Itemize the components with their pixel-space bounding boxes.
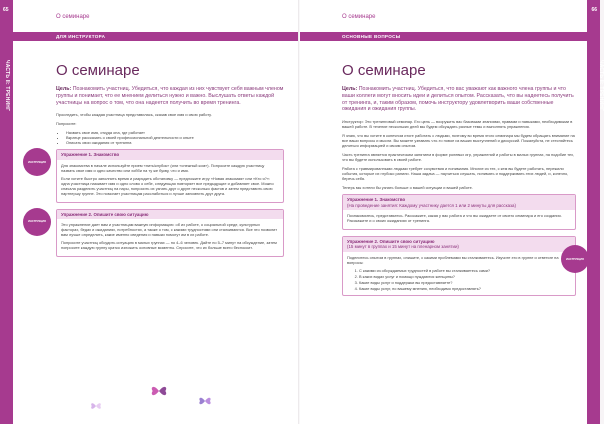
butterfly-icon [198,394,212,408]
paragraph: Я знаю, что вы хотите в конечном итоге работать с людьми, поэтому во время этого семинара мы будем обращать внимание на все ваши вопросы и мысли. Вы можете узнавать что-то новое из ваших выступлений и дискуссий. Пожалуйста, не стесняйтесь делиться информацией и своим опытом. [342,133,575,149]
side-label: ЧАСТЬ II: ТРЕНИНГ [598,60,604,112]
paragraph: Поделитесь опытом в группах, опишите, с какими проблемами вы сталкиваетесь. Изучите это в группе и ответьте на вопросы: [347,254,559,265]
exercise-title: Упражнение 1. Знакомство [57,150,283,159]
paragraph: Для знакомства в начале используйте прием «нить/клубок» (или «снежный ком»). Попросите каждую участницу назвать свое имя и одно качество или хобби на ту же букву, что и имя. [61,162,265,173]
section-band: ДЛЯ ИНСТРУКТОРА [13,32,300,41]
list-intro: Попросите: [56,121,77,127]
goal-label: Цель: [56,86,72,92]
running-head: О семинаре [342,14,376,20]
paragraph: Работа с травмированными людьми требует сочувствия и понимания. Многие из тех, с кем вы будете работать, пережили события, которые их глубоко ранили. Наша задача — научиться слушать, понимать и поддерживать этих людей, и, конечно, беречь себя. [342,166,569,182]
page-number: 66 [591,7,597,13]
page-title: О семинаре [56,62,140,79]
goal-paragraph [342,86,576,113]
exercise-title: Упражнение 1. Знакомство [347,197,406,203]
list-item: 2. В каких видах услуг и помощи нуждаются женщины? [359,274,571,280]
goal-paragraph [56,86,284,106]
paragraph: Если хотите быстро заполнить время и разрядить обстановку — предложите игру «Новая знакомая» или «Кто я?»: одна участница называет имя и одно слово о себе, следующая повторяет все предыдущие и добавляет свое. Можно сначала разделить участниц на пары, попросить их узнать друг о друге несколько фактов и затем представить свою партнершу группе. Это помогает участницам расслабиться и лучше запомнить друг друга. [61,175,274,196]
paragraph: Часть тренинга является практическим занятием в форме ролевых игр, упражнений и работы в малых группах, на подобие тех, что вы будете использовать в своей работе. [342,152,575,163]
exercise-body [57,160,283,202]
left-content [28,62,284,263]
instruction-badge-icon: ИНСТРУКЦИЯ [23,208,51,236]
goal-label: Цель: [342,86,358,92]
paragraph: Проследить, чтобы каждая участница представилась, сказав свое имя и свою работу. [56,112,212,118]
exercise-title: Упражнение 2. Опишите свою ситуацию [347,239,435,244]
exercise-body [343,252,575,295]
right-content [342,62,584,302]
goal-text: Познакомить участниц. Убедиться, что вас уважают как важного члена группы и что ваши коллеги могут вносить идеи и делиться опытом. Рассказать, что вы надеетесь получить от тренинга, и, таким образом, помочь инструктору удовлетворить ваши собственные ожидания и ожидания группы. [342,86,574,113]
exercise-header [343,195,575,210]
exercise-subtitle: (15 минут в группах и 15 минут на пленарном занятии) [347,244,459,250]
exercise-1-box [342,194,576,230]
paragraph: Это упражнение дает вам и участницам важную информацию: об их работе, о социальной среде, культурных факторах, бедах и ожиданиях, потребностях, а также о том, с какими трудностями они сталкиваются. Все это позволит вам лучше определить, какие именно сведения и навыки помогут им в их работе. [61,222,278,238]
goal-text: Познакомить участниц. Убедиться, что каждая из них чувствует себя важным членом группы и понимает, что ее мнением делиться нужно и важно. Выслушать ответы каждой участницы на вопрос о том, что она надеется получить во время тренинга. [56,86,284,106]
exercise-2-box [342,236,584,296]
side-strip [0,0,13,424]
exercise-2-box [28,209,284,257]
bullet-list [56,130,284,145]
left-page [0,0,300,424]
exercise-subtitle: (На проведение занятия: Каждому участнику дается 1 или 2 минуты для рассказа) [347,202,516,208]
instruction-badge-icon: ИНСТРУКЦИЯ [561,245,589,273]
section-band: ОСНОВНЫЕ ВОПРОСЫ [300,32,587,41]
list-item: • Описать свои ожидания от тренинга [66,140,284,145]
list-item: 4. Какие виды услуг, по вашему мнению, необходимо предоставлять? [359,286,571,292]
running-head: О семинаре [56,14,90,20]
exercise-title: Упражнение 2. Опишите свою ситуацию [57,210,283,219]
list-item: • Вкратце рассказать о своей профессиональной деятельности и опыте [66,135,284,140]
paragraph: Теперь мы хотели бы узнать больше о вашей ситуации и вашей работе. [342,185,473,191]
exercise-body [343,210,575,229]
question-list [347,268,571,292]
list-item: 3. Какие виды услуг и поддержки вы предоставляете? [359,280,571,286]
list-item: 1. С какими из обсуждаемых трудностей в работе вы сталкиваетесь сами? [359,268,571,274]
page-title: О семинаре [342,62,426,79]
page-number: 65 [3,7,9,13]
butterfly-icon [150,382,168,400]
side-strip [587,0,604,424]
paragraph: Инструктор: Это тренинговый семинар. Его цель — вооружить вас базовыми знаниями, правами и навыками, необходимыми в вашей работе. В течение нескольких дней мы будем обсуждать разные темы и выполнять упражнения. [342,119,573,130]
exercise-body [57,219,283,256]
paragraph: Познакомьтесь, представьтесь. Расскажите, какая у вас работа и что вы ожидаете от своего семинара и его создания. Расскажите и о своих ожиданиях от тренинга. [347,213,562,223]
exercise-1-box [28,149,284,202]
right-page [300,0,604,424]
butterfly-icon [90,400,102,412]
exercise-header [343,237,575,252]
instruction-badge-icon: ИНСТРУКЦИЯ [23,148,51,176]
paragraph: Попросите участниц обсудить ситуацию в малых группах — по 4–6 человек. Дайте по 5–7 минут на обсуждение, затем попросите каждую группу кратко изложить основные моменты. Спросите, что их больше всего беспокоит. [61,240,277,251]
list-item: • Назвать свое имя, откуда она, где работает [66,130,284,135]
side-label: ЧАСТЬ II: ТРЕНИНГ [4,60,10,112]
